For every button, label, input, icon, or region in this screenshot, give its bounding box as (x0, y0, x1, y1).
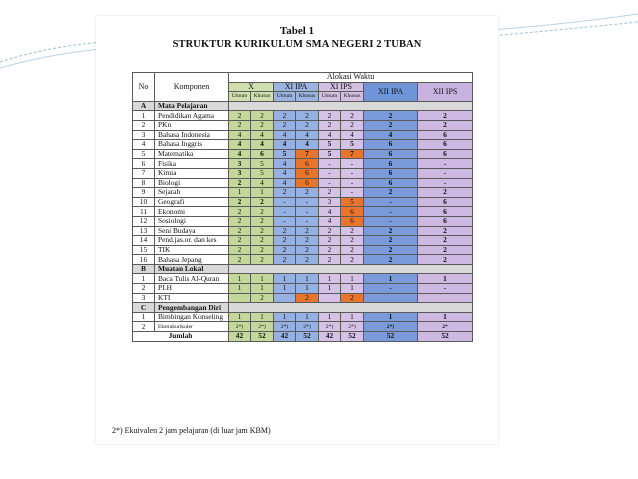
cell-value: 2 (319, 120, 341, 130)
cell-value: 2 (229, 197, 251, 207)
cell-value: 1 (364, 312, 418, 322)
total-label: Jumlah (133, 332, 229, 342)
cell-value: 4 (296, 130, 319, 140)
cell-value: - (364, 207, 418, 217)
total-value: 52 (418, 332, 473, 342)
cell-value: 2 (319, 226, 341, 236)
row-no: 14 (133, 236, 155, 246)
cell-value: - (364, 197, 418, 207)
cell-value: 6 (341, 216, 364, 226)
cell-value: 3 (229, 168, 251, 178)
table-row (133, 322, 473, 332)
section-row (133, 303, 473, 313)
row-komponen: Bahasa Jepang (155, 255, 229, 265)
cell-value: 3 (319, 197, 341, 207)
cell-value: 2 (251, 111, 274, 121)
cell-value: 7 (341, 149, 364, 159)
row-komponen: Ekstrakurikuler (155, 322, 229, 332)
row-komponen: Biologi (155, 178, 229, 188)
cell-value: 3 (229, 159, 251, 169)
cell-value: 1 (319, 274, 341, 284)
row-komponen: TIK (155, 245, 229, 255)
cell-value: 5 (341, 197, 364, 207)
row-komponen: Seni Budaya (155, 226, 229, 236)
cell-value: 1 (341, 284, 364, 294)
header-umum: Umum (229, 92, 251, 102)
cell-value: 1 (274, 312, 296, 322)
cell-value: 2*) (296, 322, 319, 332)
cell-value (274, 293, 296, 303)
cell-value: 2 (251, 207, 274, 217)
cell-value: 2 (229, 178, 251, 188)
cell-value: 2 (319, 188, 341, 198)
cell-value: - (296, 207, 319, 217)
cell-value: 6 (364, 159, 418, 169)
cell-value: 6 (364, 178, 418, 188)
table-row (133, 188, 473, 198)
row-no: 2 (133, 120, 155, 130)
cell-value: 2 (251, 236, 274, 246)
cell-value: - (274, 207, 296, 217)
header-xi-ips: XI IPS (319, 82, 364, 92)
cell-value: - (418, 159, 473, 169)
row-no: 5 (133, 149, 155, 159)
table-title: STRUKTUR KURIKULUM SMA NEGERI 2 TUBAN (172, 39, 422, 50)
section-no: A (133, 101, 155, 111)
table-row (133, 236, 473, 246)
cell-value: 2 (418, 236, 473, 246)
cell-value: 5 (251, 159, 274, 169)
header-khusus: Khusus (251, 92, 274, 102)
cell-value: 2 (274, 111, 296, 121)
cell-value: 1 (319, 312, 341, 322)
table-row (133, 168, 473, 178)
cell-value: 6 (418, 149, 473, 159)
cell-value: 1 (251, 284, 274, 294)
cell-value: 2*) (364, 322, 418, 332)
cell-value: 2*) (341, 322, 364, 332)
table-row (133, 226, 473, 236)
row-komponen: PLH (155, 284, 229, 294)
header-x: X (229, 82, 274, 92)
footnote: 2*) Ekuivalen 2 jam pelajaran (di luar jam KBM) (112, 426, 271, 435)
cell-value: 6 (364, 168, 418, 178)
row-komponen: Sejarah (155, 188, 229, 198)
cell-value: 2 (364, 226, 418, 236)
cell-value: 2 (341, 120, 364, 130)
cell-value: 2 (364, 236, 418, 246)
table-row (133, 111, 473, 121)
cell-value: 2*) (251, 322, 274, 332)
table-document (96, 16, 498, 444)
row-no: 1 (133, 312, 155, 322)
cell-value: - (296, 197, 319, 207)
cell-value: 6 (418, 216, 473, 226)
cell-value: 4 (274, 159, 296, 169)
cell-value: 2 (418, 255, 473, 265)
cell-value: 4 (364, 130, 418, 140)
cell-value: 2 (341, 111, 364, 121)
table-row (133, 149, 473, 159)
cell-value: 1 (364, 274, 418, 284)
cell-value: 4 (251, 130, 274, 140)
cell-value: 2 (229, 245, 251, 255)
row-no: 8 (133, 178, 155, 188)
cell-value: 2 (319, 236, 341, 246)
row-komponen: Sosiologi (155, 216, 229, 226)
cell-value: 2 (364, 111, 418, 121)
row-no: 2 (133, 322, 155, 332)
row-no: 3 (133, 130, 155, 140)
table-row (133, 255, 473, 265)
total-value: 52 (341, 332, 364, 342)
row-no: 6 (133, 159, 155, 169)
cell-value: 2 (251, 197, 274, 207)
cell-value: 1 (296, 274, 319, 284)
cell-value: - (341, 178, 364, 188)
cell-value: 2 (341, 236, 364, 246)
cell-value: 1 (229, 312, 251, 322)
cell-value: 4 (251, 140, 274, 150)
cell-value: 4 (274, 130, 296, 140)
cell-value: 2*) (229, 322, 251, 332)
table-row (133, 130, 473, 140)
cell-value: 2 (296, 120, 319, 130)
section-no: C (133, 303, 155, 313)
row-no: 7 (133, 168, 155, 178)
cell-value: - (319, 178, 341, 188)
cell-value: - (341, 188, 364, 198)
cell-value (229, 293, 251, 303)
cell-value: 4 (229, 149, 251, 159)
cell-value: 4 (319, 207, 341, 217)
cell-value: 1 (341, 312, 364, 322)
cell-value: 6 (418, 207, 473, 217)
cell-value: 2 (296, 293, 319, 303)
cell-value: 1 (274, 284, 296, 294)
cell-value: 1 (418, 274, 473, 284)
cell-value: 2 (364, 255, 418, 265)
total-value: 42 (229, 332, 251, 342)
row-no: 3 (133, 293, 155, 303)
cell-value: 2 (341, 245, 364, 255)
row-no: 10 (133, 197, 155, 207)
cell-value: 5 (251, 168, 274, 178)
cell-value: - (341, 159, 364, 169)
cell-value: 2 (274, 236, 296, 246)
header-xii-ipa: XII IPA (364, 82, 418, 101)
header-xii-ips: XII IPS (418, 82, 473, 101)
row-komponen: Matematika (155, 149, 229, 159)
cell-value: 2 (341, 293, 364, 303)
cell-value: 2 (296, 245, 319, 255)
table-row (133, 216, 473, 226)
cell-value: 6 (418, 140, 473, 150)
section-label: Pengembangan Diri (155, 303, 229, 313)
cell-value: 2 (229, 111, 251, 121)
header-alokasi-waktu: Alokasi Waktu (229, 73, 473, 83)
cell-value: 2 (418, 188, 473, 198)
row-komponen: Ekonomi (155, 207, 229, 217)
cell-value: 2 (364, 188, 418, 198)
row-komponen: Pend.jas.or. dan kes (155, 236, 229, 246)
cell-value: 2 (296, 188, 319, 198)
table-row (133, 120, 473, 130)
total-value: 52 (251, 332, 274, 342)
table-row (133, 140, 473, 150)
cell-value: 1 (251, 188, 274, 198)
cell-value: 2 (274, 120, 296, 130)
cell-value: 4 (341, 130, 364, 140)
row-komponen: Pendidikan Agama (155, 111, 229, 121)
cell-value: 2* (418, 322, 473, 332)
cell-value: 4 (251, 178, 274, 188)
cell-value: 4 (229, 130, 251, 140)
cell-value: 2 (296, 111, 319, 121)
section-row (133, 101, 473, 111)
table-row (133, 197, 473, 207)
total-row (133, 332, 473, 342)
header-xi-ipa: XI IPA (274, 82, 319, 92)
cell-value: 6 (418, 130, 473, 140)
cell-value: 2 (341, 255, 364, 265)
cell-value: - (296, 216, 319, 226)
cell-value: 5 (341, 140, 364, 150)
cell-value: 4 (229, 140, 251, 150)
cell-value: 7 (296, 149, 319, 159)
row-no: 9 (133, 188, 155, 198)
cell-value (364, 293, 418, 303)
cell-value: 1 (251, 274, 274, 284)
cell-value: 5 (319, 149, 341, 159)
cell-value: 2 (296, 255, 319, 265)
section-row (133, 264, 473, 274)
cell-value: 6 (364, 140, 418, 150)
table-row (133, 159, 473, 169)
row-no: 4 (133, 140, 155, 150)
cell-value: 2 (418, 120, 473, 130)
row-komponen: Fisika (155, 159, 229, 169)
cell-value: 4 (274, 168, 296, 178)
cell-value: 2 (229, 216, 251, 226)
row-komponen: Baca Tulis Al-Quran (155, 274, 229, 284)
total-value: 52 (296, 332, 319, 342)
total-value: 42 (319, 332, 341, 342)
table-row (133, 274, 473, 284)
cell-value: 1 (229, 274, 251, 284)
row-no: 11 (133, 207, 155, 217)
cell-value: 2 (251, 216, 274, 226)
cell-value: 2 (364, 120, 418, 130)
cell-value: 2 (229, 226, 251, 236)
row-komponen: Bahasa Indonesia (155, 130, 229, 140)
table-row (133, 207, 473, 217)
cell-value: - (274, 216, 296, 226)
table-caption: Tabel 1 (279, 25, 315, 37)
row-no: 1 (133, 111, 155, 121)
header-umum: Umum (319, 92, 341, 102)
table-row (133, 293, 473, 303)
cell-value: 6 (341, 207, 364, 217)
cell-value: - (364, 284, 418, 294)
row-komponen: Bahasa Inggris (155, 140, 229, 150)
row-komponen: Bimbingan Konseling (155, 312, 229, 322)
cell-value: 2 (251, 226, 274, 236)
cell-value: - (274, 197, 296, 207)
cell-value: 1 (296, 312, 319, 322)
row-no: 1 (133, 274, 155, 284)
table-row (133, 245, 473, 255)
cell-value: 6 (418, 197, 473, 207)
total-value: 52 (364, 332, 418, 342)
cell-value: 2 (251, 293, 274, 303)
cell-value: 4 (274, 178, 296, 188)
cell-value: - (418, 168, 473, 178)
cell-value: 2 (341, 226, 364, 236)
cell-value: 2 (418, 245, 473, 255)
cell-value: 2*) (319, 322, 341, 332)
cell-value: 6 (296, 159, 319, 169)
cell-value: 2 (274, 188, 296, 198)
cell-value: 2 (296, 226, 319, 236)
cell-value: 4 (319, 130, 341, 140)
cell-value: 2 (229, 255, 251, 265)
cell-value: 5 (319, 140, 341, 150)
header-khusus: Khusus (296, 92, 319, 102)
cell-value: 2 (418, 111, 473, 121)
section-label: Muatan Lokal (155, 264, 229, 274)
cell-value: 4 (274, 140, 296, 150)
table-row (133, 284, 473, 294)
cell-value: 1 (251, 312, 274, 322)
cell-value: 5 (274, 149, 296, 159)
cell-value: 2 (251, 120, 274, 130)
table-row (133, 178, 473, 188)
cell-value: 2 (251, 255, 274, 265)
cell-value: 1 (296, 284, 319, 294)
cell-value: 1 (274, 274, 296, 284)
cell-value: 2 (274, 245, 296, 255)
cell-value: 1 (229, 188, 251, 198)
row-komponen: KTI (155, 293, 229, 303)
cell-value: 2 (274, 255, 296, 265)
header-no: No (133, 73, 155, 102)
cell-value: 1 (418, 312, 473, 322)
cell-value: 2 (319, 245, 341, 255)
row-no: 12 (133, 216, 155, 226)
header-umum: Umum (274, 92, 296, 102)
cell-value: 4 (319, 216, 341, 226)
cell-value: 6 (251, 149, 274, 159)
total-value: 42 (274, 332, 296, 342)
row-no: 13 (133, 226, 155, 236)
row-komponen: Kimia (155, 168, 229, 178)
cell-value: 2 (251, 245, 274, 255)
cell-value: 2 (229, 207, 251, 217)
header-khusus: Khusus (341, 92, 364, 102)
row-no: 15 (133, 245, 155, 255)
row-komponen: PKn (155, 120, 229, 130)
cell-value: 2 (319, 111, 341, 121)
cell-value: 1 (341, 274, 364, 284)
cell-value: 1 (229, 284, 251, 294)
cell-value: 6 (364, 149, 418, 159)
row-no: 2 (133, 284, 155, 294)
cell-value: 2*) (274, 322, 296, 332)
cell-value: 2 (319, 255, 341, 265)
cell-value: 6 (296, 168, 319, 178)
table-row (133, 312, 473, 322)
cell-value: - (319, 168, 341, 178)
cell-value: 2 (274, 226, 296, 236)
cell-value: 2 (296, 236, 319, 246)
header-komponen: Komponen (155, 73, 229, 102)
cell-value: - (418, 178, 473, 188)
cell-value: - (364, 216, 418, 226)
cell-value: 2 (418, 226, 473, 236)
section-no: B (133, 264, 155, 274)
cell-value: 2 (364, 245, 418, 255)
table-body (133, 101, 473, 341)
cell-value: - (418, 284, 473, 294)
cell-value (319, 293, 341, 303)
cell-value: 6 (296, 178, 319, 188)
cell-value: 4 (296, 140, 319, 150)
section-label: Mata Pelajaran (155, 101, 229, 111)
cell-value: 1 (319, 284, 341, 294)
curriculum-table (132, 72, 473, 342)
cell-value: 2 (229, 236, 251, 246)
cell-value (418, 293, 473, 303)
row-komponen: Geografi (155, 197, 229, 207)
cell-value: 2 (229, 120, 251, 130)
row-no: 16 (133, 255, 155, 265)
cell-value: - (341, 168, 364, 178)
cell-value: - (319, 159, 341, 169)
